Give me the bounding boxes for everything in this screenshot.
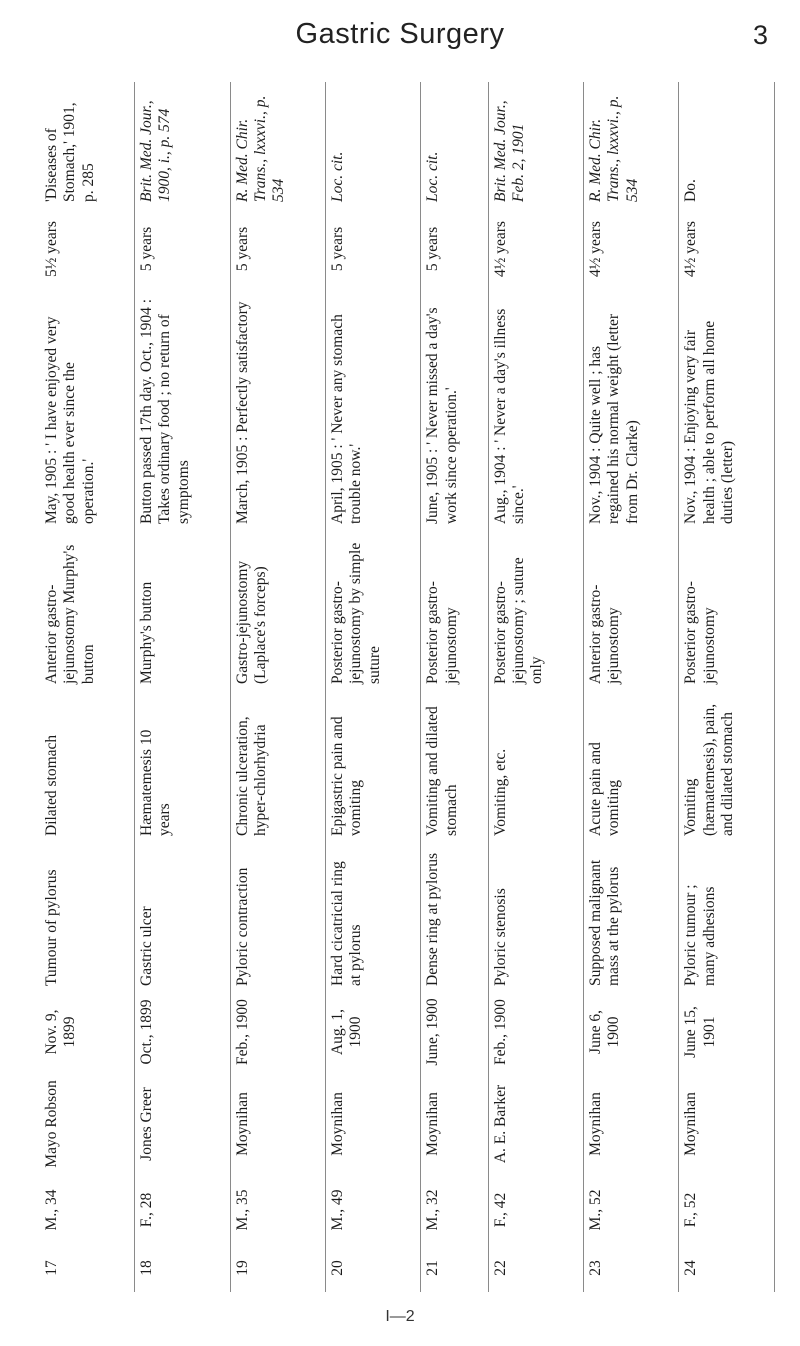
table-row	[40, 82, 135, 1292]
operation-date-cell: Aug. 1, 1900	[326, 992, 421, 1072]
condition-cell: Supposed malignant mass at the pylorus	[584, 842, 679, 992]
sex-age-cell: M., 32	[421, 1176, 488, 1244]
result-cell: Nov., 1904 : Quite well ; has regained his normal weight (letter from Dr. Clarke)	[584, 290, 679, 530]
operator-cell: Moynihan	[230, 1072, 325, 1176]
symptoms-cell: Vomiting, etc.	[488, 690, 583, 842]
case-number: 17	[40, 1244, 135, 1292]
page-title: Gastric Surgery	[295, 18, 505, 50]
case-number: 18	[135, 1244, 230, 1292]
duration-cell: 4½ years	[679, 208, 775, 290]
case-number: 19	[230, 1244, 325, 1292]
operation-date-cell: June 6, 1900	[584, 992, 679, 1072]
result-cell: May, 1905 : ' I have enjoyed very good health ever since the operation.'	[40, 290, 135, 530]
duration-cell: 4½ years	[584, 208, 679, 290]
result-cell: Button passed 17th day. Oct., 1904 : Takes ordinary food ; no return of symptoms	[135, 290, 230, 530]
case-number: 20	[326, 1244, 421, 1292]
reference-cell: Brit. Med. Jour., Feb. 2, 1901	[488, 82, 583, 208]
operation-cell: Murphy's button	[135, 530, 230, 690]
page-header	[0, 18, 800, 58]
case-table-rotated	[40, 82, 775, 1292]
case-number: 23	[584, 1244, 679, 1292]
reference-cell: 'Diseases of Stomach,' 1901, p. 285	[40, 82, 135, 208]
table-row	[421, 82, 488, 1292]
symptoms-cell: Dilated stomach	[40, 690, 135, 842]
operator-cell: Moynihan	[421, 1072, 488, 1176]
duration-cell: 5 years	[326, 208, 421, 290]
table-row	[230, 82, 325, 1292]
operation-date-cell: Feb., 1900	[230, 992, 325, 1072]
symptoms-cell: Epigastric pain and vomiting	[326, 690, 421, 842]
operation-date-cell: Feb., 1900	[488, 992, 583, 1072]
sex-age-cell: F., 42	[488, 1176, 583, 1244]
result-cell: June, 1905 : ' Never missed a day's work since operation.'	[421, 290, 488, 530]
operation-cell: Posterior gastro-jejunostomy by simple suture	[326, 530, 421, 690]
symptoms-cell: Vomiting (hæmatemesis), pain, and dilated stomach	[679, 690, 775, 842]
symptoms-cell: Acute pain and vomiting	[584, 690, 679, 842]
sex-age-cell: F., 28	[135, 1176, 230, 1244]
reference-cell: Do.	[679, 82, 775, 208]
reference-cell: R. Med. Chir. Trans., lxxxvi., p. 534	[584, 82, 679, 208]
operator-cell: Moynihan	[326, 1072, 421, 1176]
condition-cell: Pyloric stenosis	[488, 842, 583, 992]
operator-cell: Moynihan	[679, 1072, 775, 1176]
operator-cell: A. E. Barker	[488, 1072, 583, 1176]
operation-cell: Anterior gastro-jejunostomy Murphy's button	[40, 530, 135, 690]
duration-cell: 5 years	[421, 208, 488, 290]
case-table	[40, 82, 775, 1292]
duration-cell: 5½ years	[40, 208, 135, 290]
operator-cell: Mayo Robson	[40, 1072, 135, 1176]
duration-cell: 5 years	[230, 208, 325, 290]
symptoms-cell: Chronic ulceration, hyper-chlorhydria	[230, 690, 325, 842]
table-row	[326, 82, 421, 1292]
operation-cell: Gastro-jejunostomy (Laplace's forceps)	[230, 530, 325, 690]
condition-cell: Hard cicatricial ring at pylorus	[326, 842, 421, 992]
reference-cell: R. Med. Chir. Trans., lxxxvi., p. 534	[230, 82, 325, 208]
operator-cell: Moynihan	[584, 1072, 679, 1176]
page-number: 3	[752, 20, 768, 50]
case-number: 24	[679, 1244, 775, 1292]
symptoms-cell: Vomiting and dilated stomach	[421, 690, 488, 842]
case-number: 21	[421, 1244, 488, 1292]
result-cell: Aug., 1904 : ' Never a day's illness since.'	[488, 290, 583, 530]
operation-date-cell: Nov. 9, 1899	[40, 992, 135, 1072]
sex-age-cell: M., 49	[326, 1176, 421, 1244]
operation-date-cell: Oct., 1899	[135, 992, 230, 1072]
operator-cell: Jones Greer	[135, 1072, 230, 1176]
case-table-body	[40, 82, 775, 1292]
signature-mark: I—2	[385, 1308, 415, 1325]
duration-cell: 5 years	[135, 208, 230, 290]
sex-age-cell: M., 34	[40, 1176, 135, 1244]
table-row	[679, 82, 775, 1292]
table-row	[584, 82, 679, 1292]
sex-age-cell: F., 52	[679, 1176, 775, 1244]
table-row	[135, 82, 230, 1292]
case-number: 22	[488, 1244, 583, 1292]
result-cell: April, 1905 : ' Never any stomach trouble now.'	[326, 290, 421, 530]
reference-cell: Brit. Med. Jour., 1900, i., p. 574	[135, 82, 230, 208]
sex-age-cell: M., 52	[584, 1176, 679, 1244]
reference-cell: Loc. cit.	[326, 82, 421, 208]
condition-cell: Pyloric tumour ; many adhesions	[679, 842, 775, 992]
result-cell: Nov., 1904 : Enjoying very fair health ; able to perform all home duties (letter)	[679, 290, 775, 530]
operation-cell: Posterior gastro-jejunostomy	[679, 530, 775, 690]
symptoms-cell: Hæmatemesis 10 years	[135, 690, 230, 842]
condition-cell: Pyloric contraction	[230, 842, 325, 992]
operation-cell: Anterior gastro-jejunostomy	[584, 530, 679, 690]
operation-cell: Posterior gastro-jejunostomy	[421, 530, 488, 690]
reference-cell: Loc. cit.	[421, 82, 488, 208]
condition-cell: Gastric ulcer	[135, 842, 230, 992]
operation-date-cell: June, 1900	[421, 992, 488, 1072]
condition-cell: Tumour of pylorus	[40, 842, 135, 992]
operation-date-cell: June 15, 1901	[679, 992, 775, 1072]
operation-cell: Posterior gastro-jejunostomy ; suture only	[488, 530, 583, 690]
sex-age-cell: M., 35	[230, 1176, 325, 1244]
table-row	[488, 82, 583, 1292]
result-cell: March, 1905 : Perfectly satisfactory	[230, 290, 325, 530]
duration-cell: 4½ years	[488, 208, 583, 290]
condition-cell: Dense ring at pylorus	[421, 842, 488, 992]
